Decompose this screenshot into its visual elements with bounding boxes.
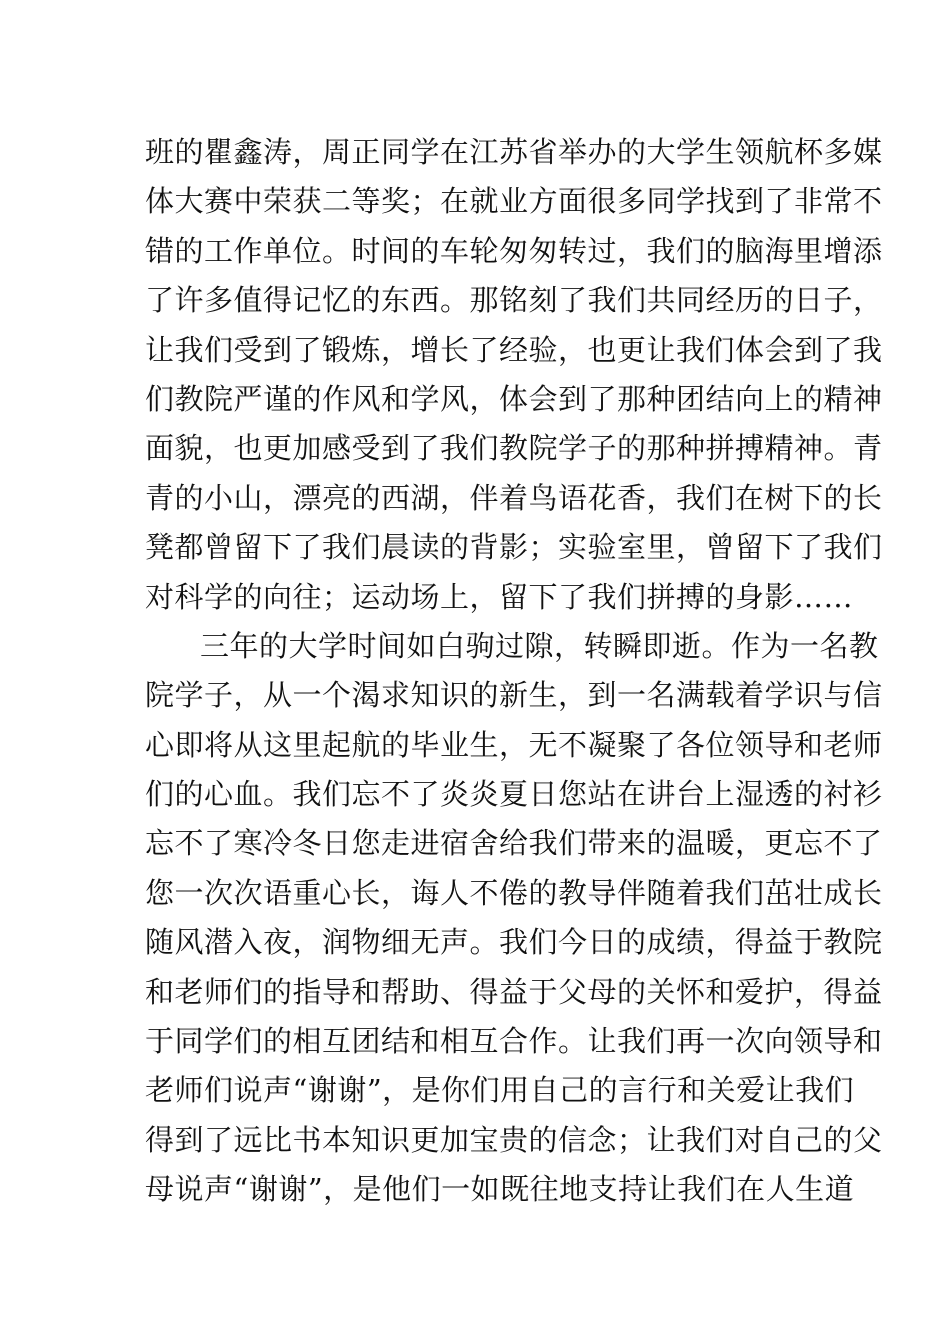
text-line: 对科学的向往；运动场上，留下了我们拼搏的身影…… [145, 579, 854, 614]
text-line: 让我们受到了锻炼，增长了经验，也更让我们体会到了我 [145, 332, 883, 367]
text-line: 们的心血。我们忘不了炎炎夏日您站在讲台上湿透的衬衫 [145, 777, 883, 812]
text-line: 老师们说声“谢谢”，是你们用自己的言行和关爱让我们 [145, 1073, 855, 1108]
text-line: 忘不了寒冷冬日您走进宿舍给我们带来的温暖，更忘不了 [145, 826, 883, 861]
text-line: 母说声“谢谢”，是他们一如既往地支持让我们在人生道 [145, 1172, 855, 1207]
text-line: 错的工作单位。时间的车轮匆匆转过，我们的脑海里增添 [145, 233, 883, 268]
text-line: 院学子，从一个渴求知识的新生，到一名满载着学识与信 [145, 678, 883, 713]
text-line: 班的瞿鑫涛，周正同学在江苏省举办的大学生领航杯多媒 [145, 135, 883, 169]
text-line: 得到了远比书本知识更加宝贵的信念；让我们对自己的父 [145, 1122, 883, 1157]
text-line: 体大赛中荣获二等奖；在就业方面很多同学找到了非常不 [145, 184, 883, 219]
text-line: 和老师们的指导和帮助、得益于父母的关怀和爱护，得益 [145, 974, 883, 1009]
text-line: 青的小山，漂亮的西湖，伴着鸟语花香，我们在树下的长 [145, 480, 883, 515]
text-line: 们教院严谨的作风和学风，体会到了那种团结向上的精神 [145, 381, 883, 416]
text-line: 于同学们的相互团结和相互合作。让我们再一次向领导和 [145, 1024, 883, 1059]
text-line: 随风潜入夜，润物细无声。我们今日的成绩，得益于教院 [145, 925, 883, 960]
text-line: 您一次次语重心长，诲人不倦的教导伴随着我们茁壮成长 [145, 875, 883, 910]
text-line: 了许多值得记忆的东西。那铭刻了我们共同经历的日子， [145, 283, 883, 318]
text-line: 面貌，也更加感受到了我们教院学子的那种拼搏精神。青 [145, 431, 883, 466]
paragraph-first-line: 三年的大学时间如白驹过隙，转瞬即逝。作为一名教 [200, 628, 879, 663]
text-line: 凳都曾留下了我们晨读的背影；实验室里，曾留下了我们 [145, 530, 883, 565]
body-text [145, 128, 883, 1215]
text-line: 心即将从这里起航的毕业生，无不凝聚了各位领导和老师 [145, 727, 883, 762]
